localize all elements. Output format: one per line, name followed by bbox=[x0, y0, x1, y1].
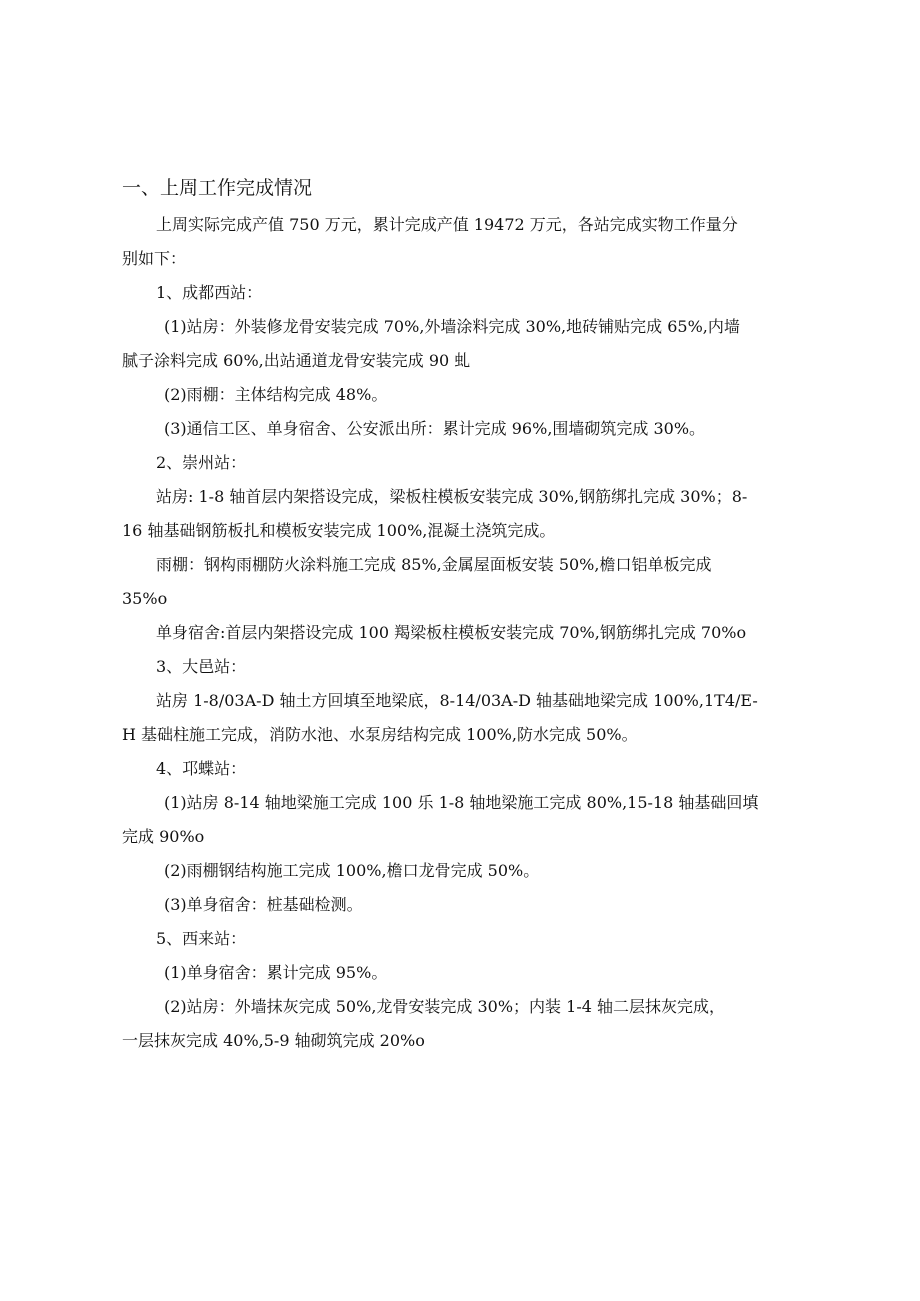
paragraph-line: 16 轴基础钢筋板扎和模板安装完成 100%,混凝土浇筑完成。 bbox=[122, 521, 556, 540]
document-body bbox=[122, 170, 812, 1058]
paragraph-line: 1、成都西站： bbox=[156, 283, 263, 302]
paragraph-line: (3)单身宿舍：桩基础检测。 bbox=[164, 895, 363, 914]
paragraph-line: 单身宿舍:首层内架搭设完成 100 羯梁板柱模板安装完成 70%,钢筋绑扎完成 70%o bbox=[156, 623, 747, 642]
paragraph-line: (1)站房：外装修龙骨安装完成 70%,外墙涂料完成 30%,地砖铺贴完成 65%,内墙 bbox=[164, 317, 740, 336]
paragraph-line: 上周实际完成产值 750 万元，累计完成产值 19472 万元，各站完成实物工作量分 bbox=[156, 215, 738, 234]
paragraph-line: 一层抹灰完成 40%,5-9 轴砌筑完成 20%o bbox=[122, 1031, 425, 1050]
paragraph-line: (2)站房：外墙抹灰完成 50%,龙骨安装完成 30%；内装 1-4 轴二层抹灰完成， bbox=[164, 997, 725, 1016]
paragraph-line: 3、大邑站： bbox=[156, 657, 247, 676]
paragraph-line: 腻子涂料完成 60%,出站通道龙骨安装完成 90 虬 bbox=[122, 351, 471, 370]
paragraph-line: 别如下： bbox=[122, 249, 187, 268]
paragraph-line: (3)通信工区、单身宿舍、公安派出所：累计完成 96%,围墙砌筑完成 30%。 bbox=[164, 419, 706, 438]
paragraph-line: 4、邛蝶站： bbox=[156, 759, 247, 778]
paragraph-list bbox=[122, 208, 812, 1058]
paragraph-line: (1)单身宿舍：累计完成 95%。 bbox=[164, 963, 388, 982]
paragraph-line: 5、西来站： bbox=[156, 929, 247, 948]
paragraph-line: H 基础柱施工完成，消防水池、水泵房结构完成 100%,防水完成 50%。 bbox=[122, 725, 638, 744]
paragraph-line: 站房: 1-8 轴首层内架搭设完成，梁板柱模板安装完成 30%,钢筋绑扎完成 30%；8- bbox=[156, 487, 748, 506]
paragraph-line: 完成 90%o bbox=[122, 827, 205, 846]
section-heading: 一、上周工作完成情况 bbox=[122, 177, 313, 199]
paragraph-line: (1)站房 8-14 轴地梁施工完成 100 乐 1-8 轴地梁施工完成 80%,15-18 轴基础回填 bbox=[164, 793, 759, 812]
paragraph-line: 雨棚：钢构雨棚防火涂料施工完成 85%,金属屋面板安装 50%,檐口铝单板完成 bbox=[156, 555, 712, 574]
paragraph-line: 35%o bbox=[122, 589, 168, 608]
paragraph-line: (2)雨棚：主体结构完成 48%。 bbox=[164, 385, 388, 404]
paragraph-line: 2、崇州站： bbox=[156, 453, 247, 472]
paragraph-line: (2)雨棚钢结构施工完成 100%,檐口龙骨完成 50%。 bbox=[164, 861, 540, 880]
paragraph-line: 站房 1-8/03A-D 轴土方回填至地梁底，8-14/03A-D 轴基础地梁完成 100%,1T4/E- bbox=[156, 691, 758, 710]
